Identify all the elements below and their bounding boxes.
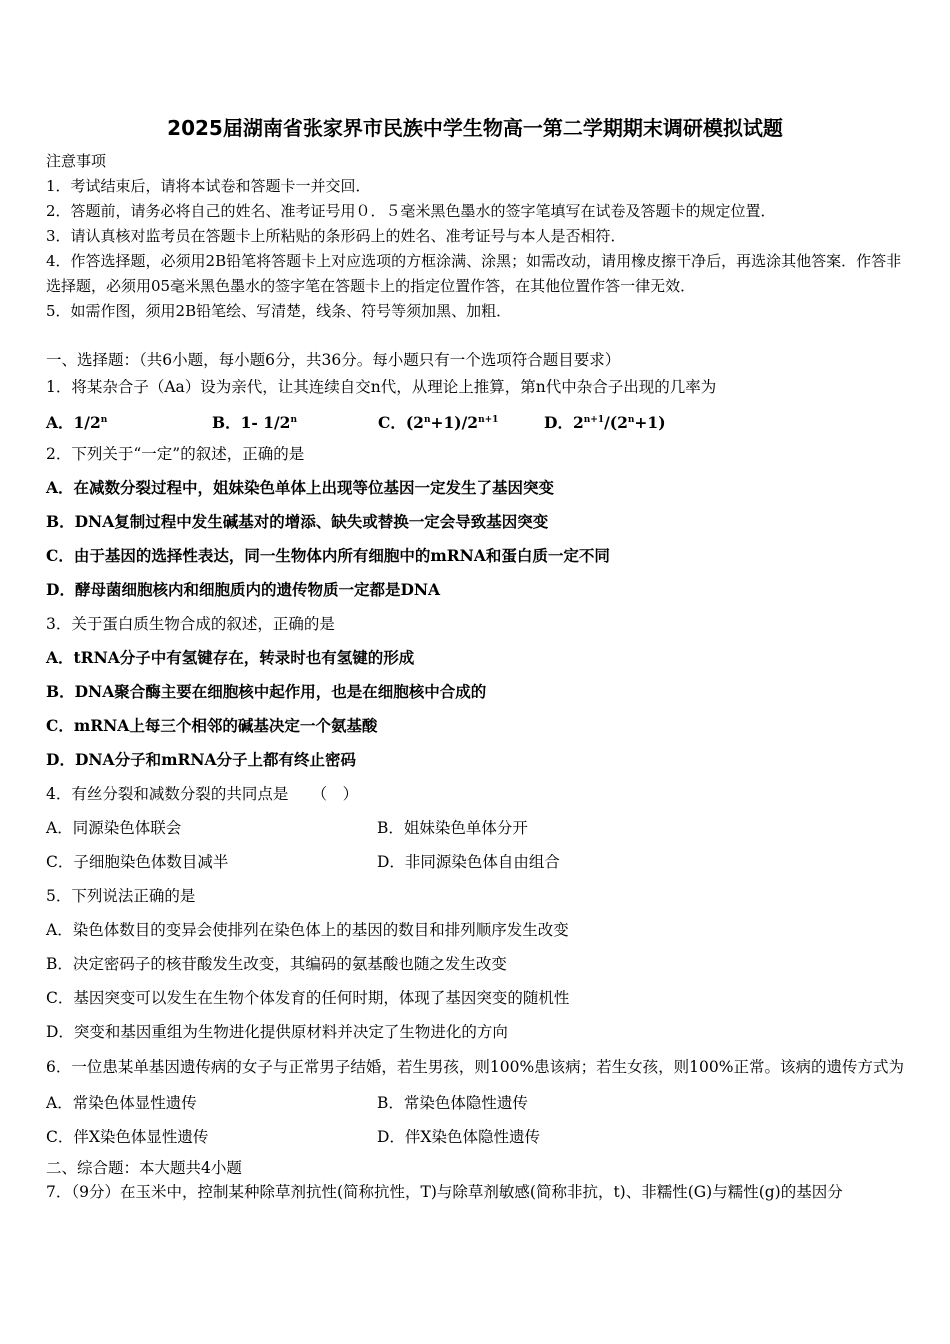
question-1-options bbox=[46, 403, 906, 437]
option-a: A．同源染色体联会 bbox=[46, 819, 182, 837]
note-item: 4．作答选择题，必须用2B铅笔将答题卡上对应选项的方框涂满、涂黑；如需改动，请用橡皮擦干净后，再选涂其他答案．作答非选择题，必须用05毫米黑色墨水的签字笔在答题卡上的指定位置作答，在其他位置作答一律无效． bbox=[46, 252, 902, 295]
note-item: 5．如需作图，须用2B铅笔绘、写清楚，线条、符号等须加黑、加粗． bbox=[46, 302, 512, 320]
question-5-stem: 5．下列说法正确的是 bbox=[46, 887, 196, 905]
option-c: C．伴X染色体显性遗传 bbox=[46, 1128, 209, 1146]
section-1 bbox=[46, 343, 906, 1210]
section-2-heading: 二、综合题：本大题共4小题 bbox=[46, 1159, 242, 1177]
option-d: D．酵母菌细胞核内和细胞质内的遗传物质一定都是DNA bbox=[46, 580, 441, 599]
option-d: D．非同源染色体自由组合 bbox=[377, 853, 560, 871]
question-3-stem: 3．关于蛋白质生物合成的叙述，正确的是 bbox=[46, 615, 335, 633]
option-c: C．mRNA上每三个相邻的碱基决定一个氨基酸 bbox=[46, 716, 378, 735]
question-4-stem: 4．有丝分裂和减数分裂的共同点是 （ ） bbox=[46, 785, 359, 803]
option-d: D．$2^{n+1}/(2^n+1)$ bbox=[544, 413, 666, 432]
option-c: C．由于基因的选择性表达，同一生物体内所有细胞中的mRNA和蛋白质一定不同 bbox=[46, 546, 610, 565]
option-d: D．伴X染色体隐性遗传 bbox=[377, 1128, 540, 1146]
option-d: D．DNA分子和mRNA分子上都有终止密码 bbox=[46, 750, 357, 769]
option-b: B．DNA聚合酶主要在细胞核中起作用，也是在细胞核中合成的 bbox=[46, 682, 487, 701]
option-d: D．突变和基因重组为生物进化提供原材料并决定了生物进化的方向 bbox=[46, 1023, 508, 1041]
notes-heading: 注意事项 bbox=[46, 152, 107, 170]
option-c: C．子细胞染色体数目减半 bbox=[46, 853, 229, 871]
option-b: B．决定密码子的核苷酸发生改变，其编码的氨基酸也随之发生改变 bbox=[46, 955, 507, 973]
question-7-stem: 7．（9分）在玉米中，控制某种除草剂抗性(简称抗性，T)与除草剂敏感(简称非抗，t)、非糯性(G)与糯性(g)的基因分 bbox=[46, 1183, 843, 1201]
note-item: 1．考试结束后，请将本试卷和答题卡一并交回． bbox=[46, 177, 371, 195]
note-item: 3．请认真核对监考员在答题卡上所粘贴的条形码上的姓名、准考证号与本人是否相符． bbox=[46, 227, 626, 245]
note-item: 2．答题前，请务必将自己的姓名、准考证号用０．５毫米黑色墨水的签字笔填写在试卷及答题卡的规定位置． bbox=[46, 202, 776, 220]
option-a: A．1/2$^n$ bbox=[46, 413, 108, 432]
question-1-stem: 1．将某杂合子（Aa）设为亲代，让其连续自交n代，从理论上推算，第n代中杂合子出现的几率为 bbox=[46, 378, 717, 396]
option-b: B．1- 1/2$^n$ bbox=[212, 413, 297, 432]
option-a: A．tRNA分子中有氢键存在，转录时也有氢键的形成 bbox=[46, 648, 415, 667]
option-c: C．$(2^n+1)/2^{n+1}$ bbox=[378, 413, 499, 432]
page-title: 2025届湖南省张家界市民族中学生物高一第二学期期末调研模拟试题 bbox=[167, 116, 783, 140]
option-c: C．基因突变可以发生在生物个体发育的任何时期，体现了基因突变的随机性 bbox=[46, 989, 570, 1007]
option-b: B．姐妹染色单体分开 bbox=[377, 819, 528, 837]
option-b: B．DNA复制过程中发生碱基对的增添、缺失或替换一定会导致基因突变 bbox=[46, 512, 549, 531]
option-b: B．常染色体隐性遗传 bbox=[377, 1094, 528, 1112]
option-a: A．染色体数目的变异会使排列在染色体上的基因的数目和排列顺序发生改变 bbox=[46, 921, 569, 939]
question-6-stem: 6．一位患某单基因遗传病的女子与正常男子结婚，若生男孩，则100%患该病；若生女孩，则100%正常。该病的遗传方式为 bbox=[46, 1058, 904, 1076]
question-2-stem: 2．下列关于“一定”的叙述，正确的是 bbox=[46, 445, 305, 463]
option-a: A．常染色体显性遗传 bbox=[46, 1094, 197, 1112]
option-a: A．在减数分裂过程中，姐妹染色单体上出现等位基因一定发生了基因突变 bbox=[46, 478, 555, 497]
section-heading: 一、选择题：（共6小题，每小题6分，共36分。每小题只有一个选项符合题目要求） bbox=[46, 351, 621, 369]
notes bbox=[46, 149, 916, 324]
